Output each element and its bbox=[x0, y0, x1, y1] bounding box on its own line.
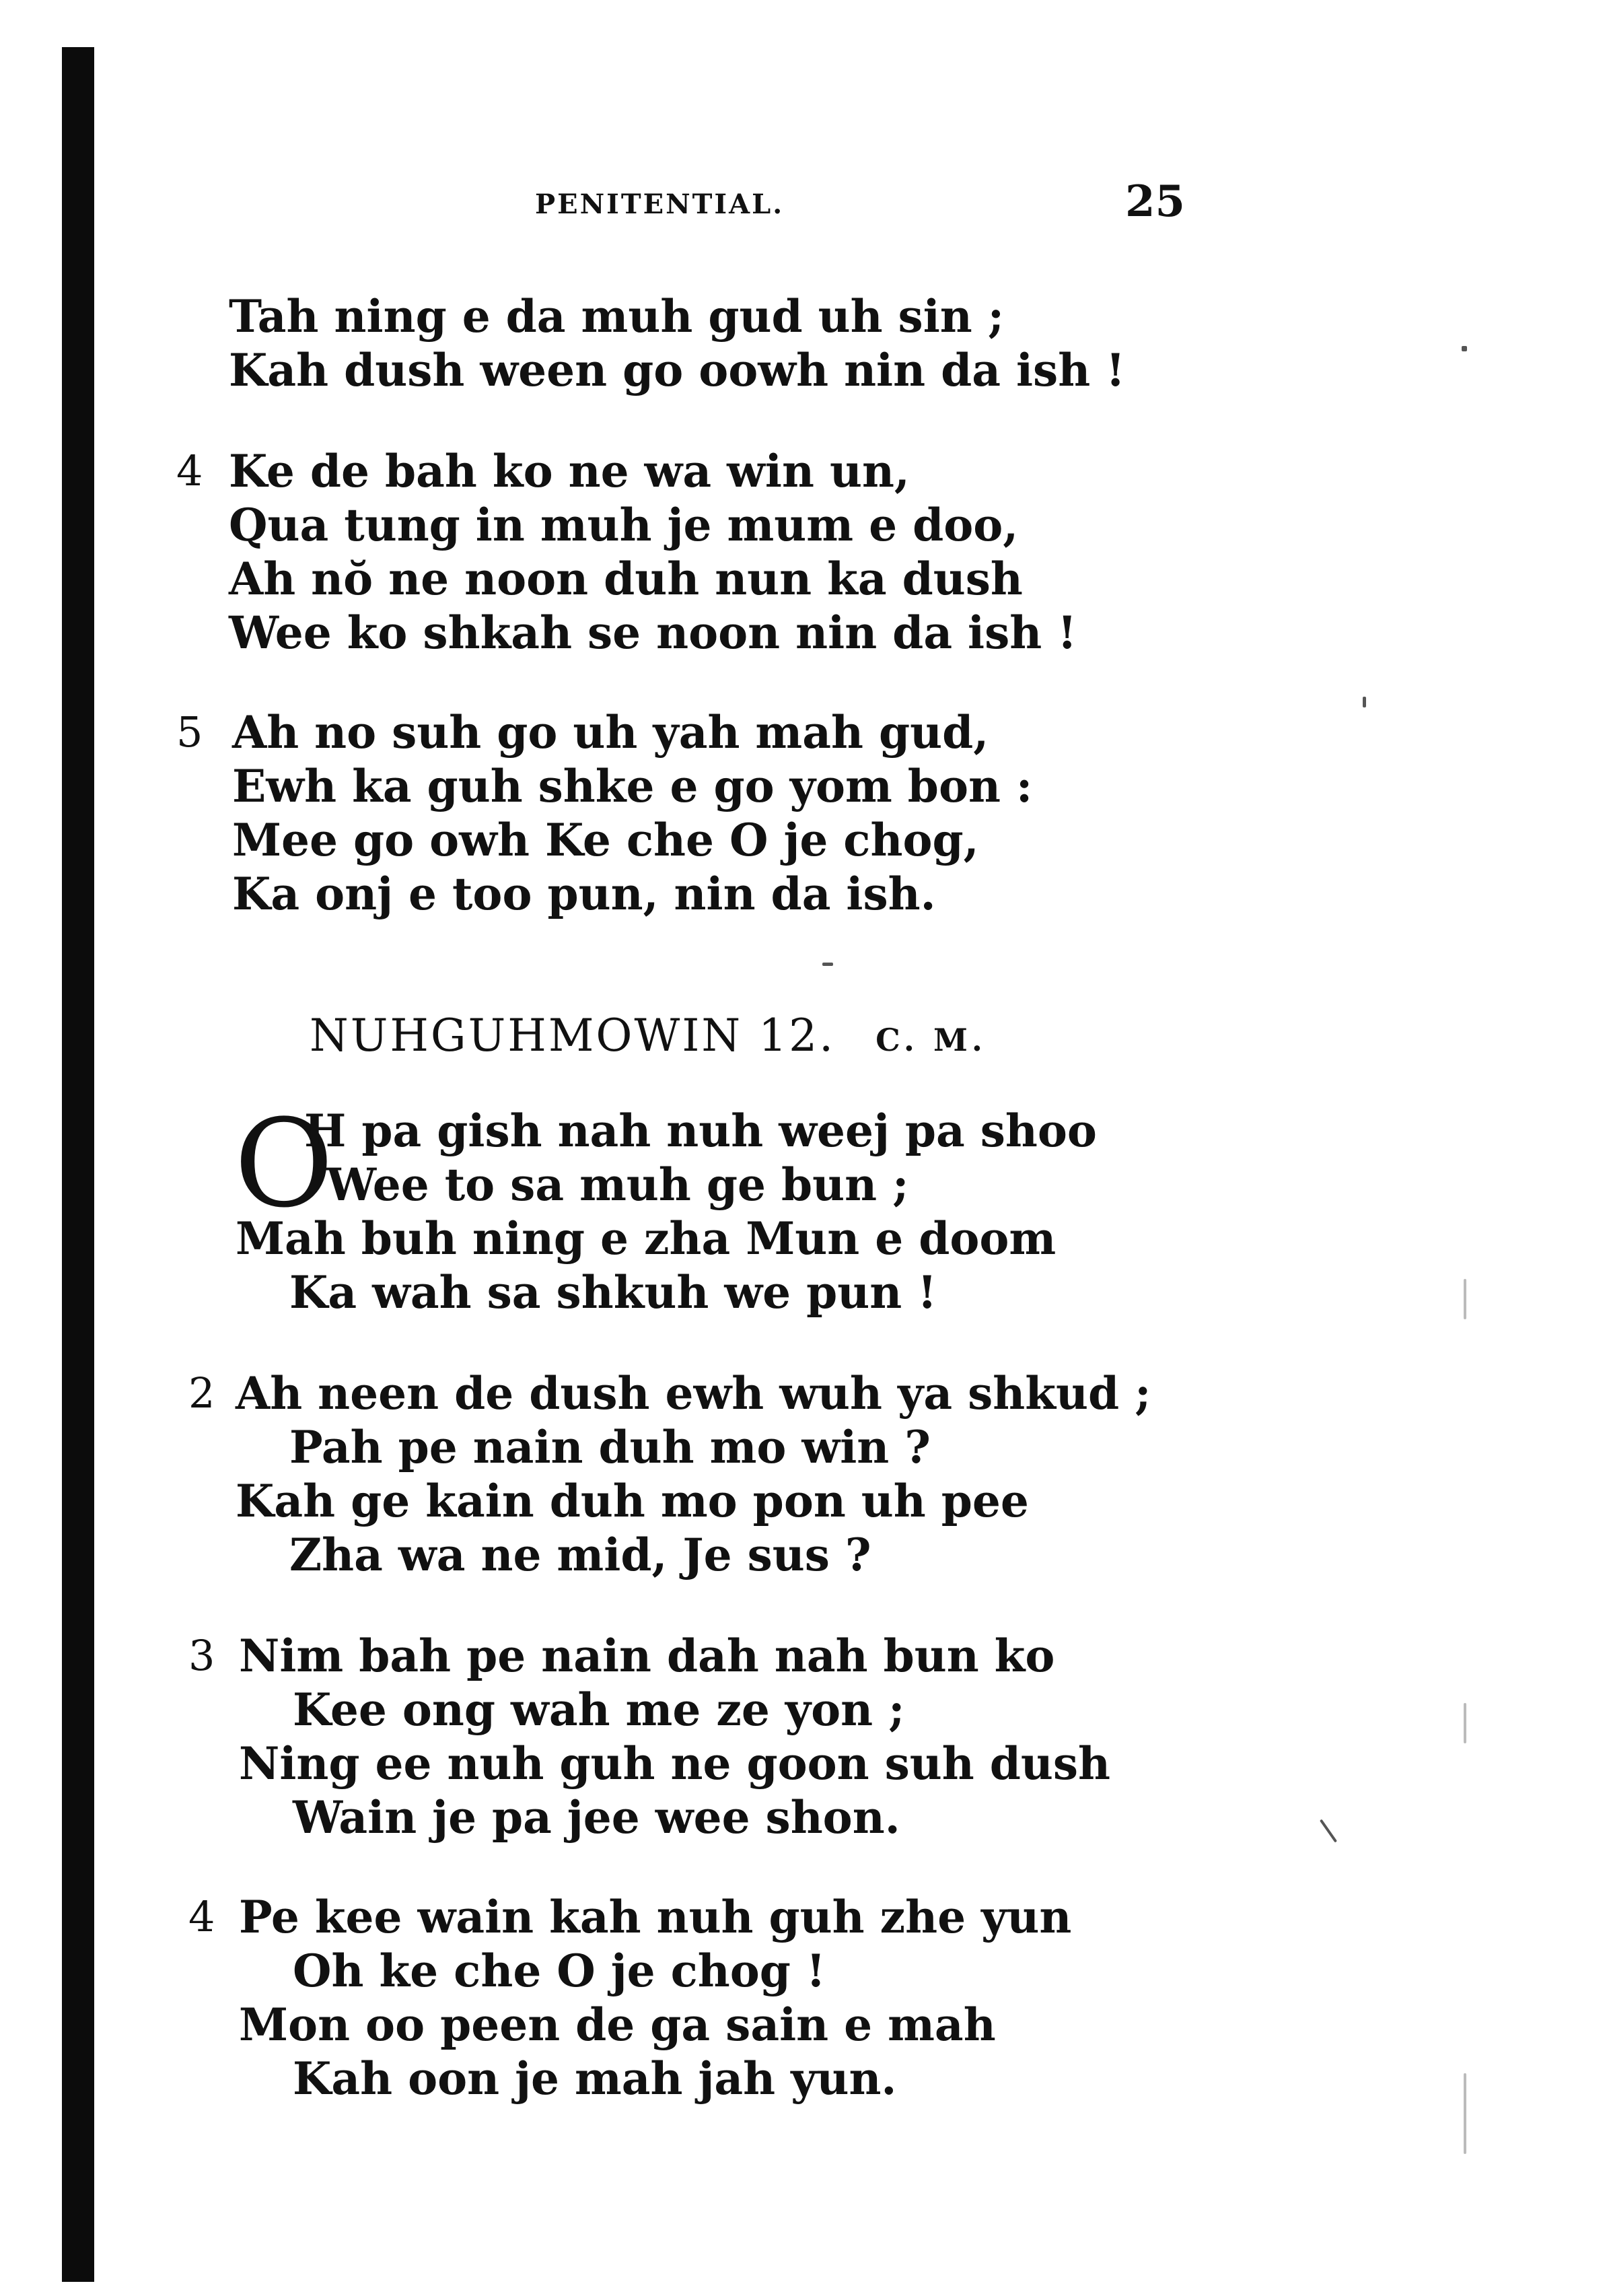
verse-line: Kah ge kain duh mo pon uh pee bbox=[236, 1475, 1029, 1527]
verse-line: Qua tung in muh je mum e doo, bbox=[229, 499, 1019, 551]
verse-line: Oh ke che O je chog ! bbox=[293, 1945, 826, 1997]
print-speck bbox=[1464, 1703, 1466, 1743]
verse-line: Zha wa ne mid, Je sus ? bbox=[289, 1529, 871, 1581]
verse-line: Ning ee nuh guh ne goon suh dush bbox=[239, 1737, 1110, 1790]
verse-number: 4 bbox=[188, 1892, 215, 1941]
verse-line: Ah no suh go uh yah mah gud, bbox=[232, 706, 989, 759]
verse-line: Ewh ka guh shke e go yom bon : bbox=[232, 760, 1033, 812]
verse-line: Mah buh ning e zha Mun e doom bbox=[236, 1212, 1057, 1265]
page-number: 25 bbox=[1125, 176, 1186, 227]
verse-line: Ah nŏ ne noon duh nun ka dush bbox=[229, 553, 1023, 605]
verse-number: 4 bbox=[176, 446, 203, 495]
verse-line: Mon oo peen de ga sain e mah bbox=[239, 1998, 996, 2051]
running-head: PENITENTIAL. bbox=[535, 188, 785, 220]
verse-line: Ke de bah ko ne wa win un, bbox=[229, 445, 910, 497]
print-speck bbox=[822, 963, 833, 966]
verse-line: Ka wah sa shkuh we pun ! bbox=[289, 1266, 937, 1319]
verse-line: Kah dush ween go oowh nin da ish ! bbox=[229, 344, 1126, 396]
print-speck bbox=[1462, 346, 1467, 351]
verse-number: 2 bbox=[188, 1368, 215, 1418]
hymn-title: NUHGUHMOWIN 12. bbox=[310, 1010, 836, 1062]
print-speck bbox=[1464, 1279, 1466, 1319]
verse-line: Ka onj e too pun, nin da ish. bbox=[232, 868, 936, 920]
verse-line: Ah neen de dush ewh wuh ya shkud ; bbox=[236, 1367, 1151, 1420]
verse-line: Mee go owh Ke che O je chog, bbox=[232, 814, 979, 866]
print-speck bbox=[1363, 697, 1366, 707]
print-speck bbox=[1464, 2073, 1466, 2154]
verse-line: Kah oon je mah jah yun. bbox=[293, 2052, 897, 2105]
verse-line: H pa gish nah nuh weej pa shoo bbox=[304, 1105, 1097, 1157]
verse-line: Wee to sa muh ge bun ; bbox=[326, 1158, 909, 1211]
verse-line: Nim bah pe nain dah nah bun ko bbox=[239, 1630, 1055, 1682]
verse-line: Wain je pa jee wee shon. bbox=[293, 1791, 900, 1844]
drop-cap: O bbox=[234, 1094, 334, 1234]
page-header bbox=[0, 176, 1609, 230]
verse-number: 3 bbox=[188, 1631, 215, 1680]
hymn-heading bbox=[310, 1010, 987, 1062]
verse-line: Kee ong wah me ze yon ; bbox=[293, 1683, 905, 1736]
verse-line: Tah ning e da muh gud uh sin ; bbox=[229, 290, 1005, 343]
verse-line: Wee ko shkah se noon nin da ish ! bbox=[229, 606, 1077, 659]
hymn-meter: C. M. bbox=[875, 1022, 987, 1058]
print-speck bbox=[1320, 1819, 1337, 1842]
binding-edge bbox=[62, 47, 94, 2282]
verse-line: Pe kee wain kah nuh guh zhe yun bbox=[239, 1891, 1072, 1943]
verse-line: Pah pe nain duh mo win ? bbox=[289, 1421, 931, 1473]
verse-number: 5 bbox=[176, 707, 203, 757]
